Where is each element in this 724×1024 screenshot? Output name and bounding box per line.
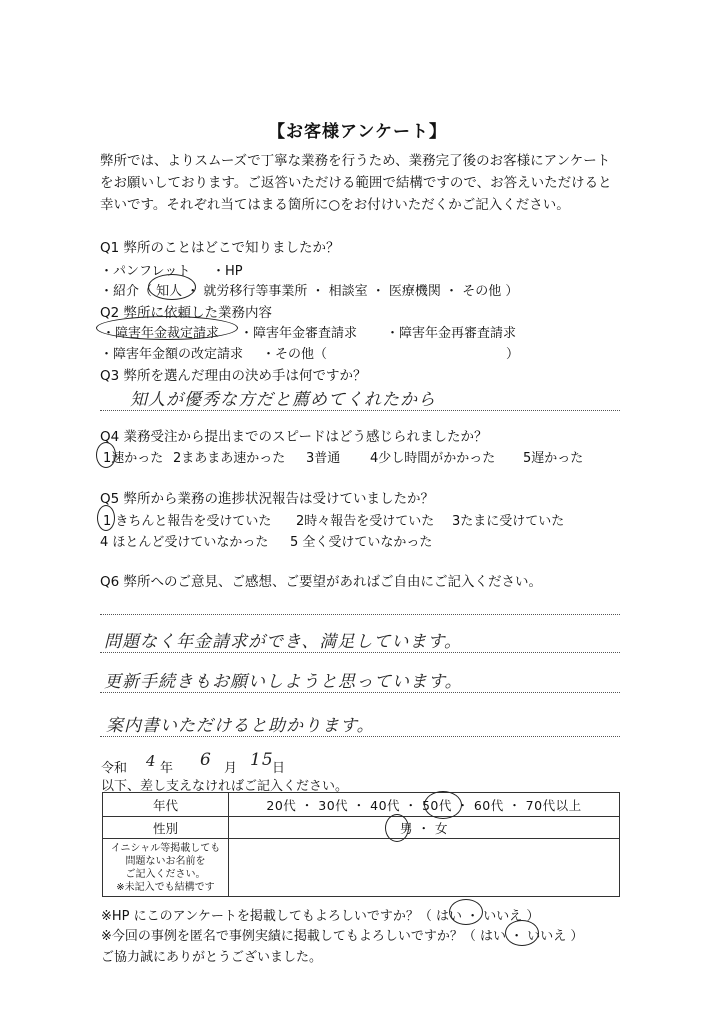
q2-option-other: ・その他（: [262, 347, 328, 362]
q6-question: Q6 弊所へのご意見、ご感想、ご要望があればご自由にご記入ください。: [100, 574, 543, 590]
q2-question: Q2 弊所に依頼した業務内容: [100, 305, 273, 321]
q3-question: Q3 弊所を選んだ理由の決め手は何ですか？: [100, 368, 367, 384]
intro-line-2: をお願いしております。ご返答いただける範囲で結構ですので、お答えいただけると: [100, 175, 612, 191]
date-day-unit: 日: [272, 761, 286, 776]
selection-circle-hp-yes: [449, 899, 483, 925]
q4-option-4: 4少し時間がかかった: [370, 451, 496, 466]
q4-option-2: 2まあまあ速かった: [173, 451, 286, 466]
q5-option-5: 5 全く受けていなかった: [290, 535, 433, 550]
name-label-line-4: ※未記入でも結構です: [116, 881, 215, 893]
q6-handwritten-answer-2: 更新手続きもお願いしようと思っています。: [104, 672, 463, 692]
answer-line: [100, 692, 620, 693]
q5-option-1: 1 きちんと報告を受けていた: [103, 514, 272, 529]
gender-options: 男 ・ 女: [229, 817, 620, 839]
selection-circle-50s: [424, 791, 462, 819]
intro-line-1: 弊所では、よりスムーズで丁寧な業務を行うため、業務完了後のお客様にアンケート: [100, 153, 611, 169]
q3-handwritten-answer: 知人が優秀な方だと薦めてくれたから: [130, 390, 436, 410]
age-options: 20代 ・ 30代 ・ 40代 ・ 50代 ・ 60代 ・ 70代以上: [229, 793, 620, 817]
date-day-value: 15: [250, 750, 274, 770]
thanks-text: ご協力誠にありがとうございました。: [101, 950, 323, 965]
q6-handwritten-answer-3: 案内書いただけると助かります。: [106, 716, 375, 736]
selection-circle-q4: [96, 442, 116, 468]
age-label: 年代: [103, 793, 229, 817]
q1-option-referral: ・紹介（ 知人 ・ 就労移行等事業所 ・ 相談室 ・ 医療機関 ・ その他 ）: [100, 284, 519, 299]
q4-option-3: 3普通: [306, 451, 341, 466]
name-label: [103, 839, 229, 897]
date-year-unit: 年: [160, 761, 174, 776]
q5-option-4: 4 ほとんど受けていなかった: [100, 535, 269, 550]
selection-circle-q5: [97, 505, 115, 531]
respondent-info-table: [102, 792, 620, 897]
q4-option-5: 5遅かった: [523, 451, 584, 466]
answer-line: [100, 736, 620, 737]
q5-option-3: 3たまに受けていた: [452, 514, 565, 529]
selection-circle-male: [385, 814, 409, 842]
name-label-line-2: 問題ないお名前を: [125, 855, 206, 867]
q2-option-re-review: ・障害年金再審査請求: [386, 326, 517, 341]
selection-circle-referral: [148, 274, 196, 300]
selection-circle-initial-claim: [96, 316, 238, 340]
intro-line-3: 幸いです。それぞれ当てはまる箇所に○をお付けいただくかご記入ください。: [100, 197, 570, 213]
q5-question: Q5 弊所から業務の進捗状況報告は受けていましたか？: [100, 491, 435, 507]
q2-option-amount-revision: ・障害年金額の改定請求: [100, 347, 244, 362]
q6-handwritten-answer-1: 問題なく年金請求ができ、満足しています。: [104, 632, 462, 652]
table-intro: 以下、差し支えなければご記入ください。: [101, 779, 349, 794]
q1-option-hp: ・HP: [212, 264, 243, 279]
date-era: 令和: [101, 761, 128, 776]
q2-other-close-paren: ）: [506, 347, 520, 362]
case-consent: ※今回の事例を匿名で事例実績に掲載してもよろしいですか？（ はい ・ いいえ ）: [101, 929, 584, 944]
answer-line: [100, 614, 620, 615]
q1-question: Q1 弊所のことはどこで知りましたか？: [100, 240, 340, 256]
name-field: [229, 839, 620, 897]
date-month-unit: 月: [224, 761, 238, 776]
q1-option-pamphlet: ・パンフレット: [100, 264, 191, 279]
name-label-line-1: イニシャル等掲載しても: [110, 842, 221, 854]
survey-title: 【お客様アンケート】: [268, 122, 447, 142]
q2-option-review: ・障害年金審査請求: [240, 326, 358, 341]
selection-circle-case-yes: [505, 920, 539, 946]
q4-question: Q4 業務受注から提出までのスピードはどう感じられましたか？: [100, 429, 488, 445]
hp-consent: ※HP にこのアンケートを掲載してもよろしいですか？（ はい ・ いいえ ）: [101, 909, 540, 924]
name-label-line-3: ご記入ください。: [125, 868, 206, 880]
q2-option-initial-claim: ・障害年金裁定請求: [102, 326, 220, 341]
q5-option-2: 2時々報告を受けていた: [296, 514, 435, 529]
gender-label: 性別: [103, 817, 229, 839]
date-month-value: 6: [200, 750, 212, 770]
q4-option-1: 1速かった: [103, 451, 164, 466]
answer-line: [100, 410, 620, 411]
date-year-value: 4: [146, 752, 157, 770]
answer-line: [100, 652, 620, 653]
